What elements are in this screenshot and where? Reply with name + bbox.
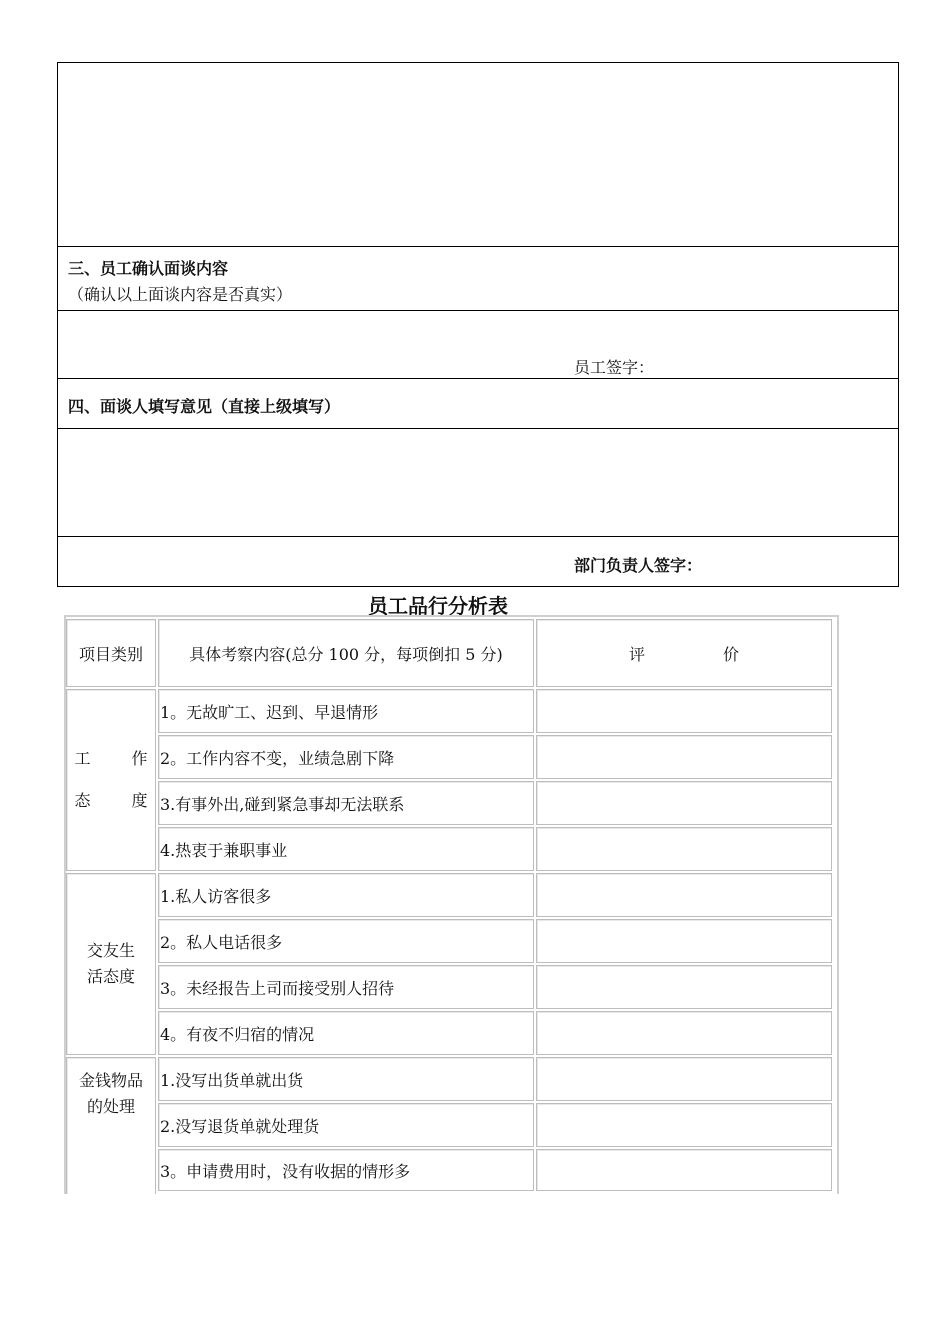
interview-form — [57, 62, 899, 587]
item-evaluation-cell[interactable] — [536, 1011, 832, 1055]
section3-header — [58, 246, 898, 310]
header-evaluation — [536, 619, 832, 687]
supervisor-opinion-area[interactable] — [58, 428, 898, 536]
item-evaluation-cell[interactable] — [536, 1103, 832, 1147]
item-content — [158, 781, 534, 825]
header-content-label: 具体考察内容(总分 100 分，每项倒扣 5 分) — [189, 644, 503, 664]
category-line: 态 度 — [74, 791, 166, 810]
item-content — [158, 689, 534, 733]
item-text: 4。有夜不归宿的情况 — [160, 1024, 315, 1044]
item-content — [158, 827, 534, 871]
item-evaluation-cell[interactable] — [536, 965, 832, 1009]
employee-signature-row[interactable] — [58, 310, 898, 378]
item-text: 3。申请费用时，没有收据的情形多 — [160, 1161, 411, 1181]
section4-heading: 四、面谈人填写意见（直接上级填写） — [68, 397, 341, 416]
item-content — [158, 1149, 534, 1191]
category-line: 活态度 — [86, 967, 135, 986]
section3-subheading: （确认以上面谈内容是否真实） — [68, 285, 293, 304]
item-text: 2。工作内容不变，业绩急剧下降 — [160, 748, 395, 768]
header-category-label: 项目类别 — [78, 644, 143, 664]
item-text: 3.有事外出,碰到紧急事却无法联系 — [160, 794, 405, 814]
item-text: 2。私人电话很多 — [160, 932, 283, 952]
item-content — [158, 1057, 534, 1101]
item-content — [158, 873, 534, 917]
item-text: 3。未经报告上司而接受别人招待 — [160, 978, 395, 998]
item-text: 1.私人访客很多 — [160, 886, 272, 906]
dept-signature-label: 部门负责人签字： — [574, 556, 703, 575]
employee-signature-label: 员工签字： — [574, 358, 655, 377]
header-content — [158, 619, 534, 687]
header-eval-char-1: 评 — [628, 644, 645, 664]
item-evaluation-cell[interactable] — [536, 873, 832, 917]
item-content — [158, 919, 534, 963]
item-evaluation-cell[interactable] — [536, 735, 832, 779]
category-social-life — [66, 873, 156, 1055]
analysis-title: 员工品行分析表 — [368, 594, 508, 618]
category-money-handling — [66, 1057, 156, 1194]
item-text: 1.没写出货单就出货 — [160, 1070, 304, 1090]
item-content — [158, 735, 534, 779]
item-evaluation-cell[interactable] — [536, 1057, 832, 1101]
category-line: 工 作 — [74, 749, 166, 768]
item-evaluation-cell[interactable] — [536, 1149, 832, 1191]
section3-heading: 三、员工确认面谈内容 — [68, 259, 229, 278]
item-evaluation-cell[interactable] — [536, 689, 832, 733]
section4-header — [58, 378, 898, 428]
item-text: 2.没写退货单就处理货 — [160, 1116, 320, 1136]
header-eval-char-2: 价 — [723, 644, 740, 664]
category-line: 金钱物品 — [78, 1071, 143, 1090]
category-line: 交友生 — [86, 941, 135, 960]
item-content — [158, 965, 534, 1009]
item-evaluation-cell[interactable] — [536, 781, 832, 825]
header-category — [66, 619, 156, 687]
dept-signature-row[interactable] — [58, 536, 898, 588]
category-work-attitude — [66, 689, 166, 871]
category-line: 的处理 — [86, 1097, 135, 1116]
item-content — [158, 1103, 534, 1147]
item-content — [158, 1011, 534, 1055]
item-evaluation-cell[interactable] — [536, 919, 832, 963]
item-evaluation-cell[interactable] — [536, 827, 832, 871]
item-text: 1。无故旷工、迟到、早退情形 — [160, 703, 379, 722]
item-text: 4.热衷于兼职事业 — [160, 840, 288, 860]
